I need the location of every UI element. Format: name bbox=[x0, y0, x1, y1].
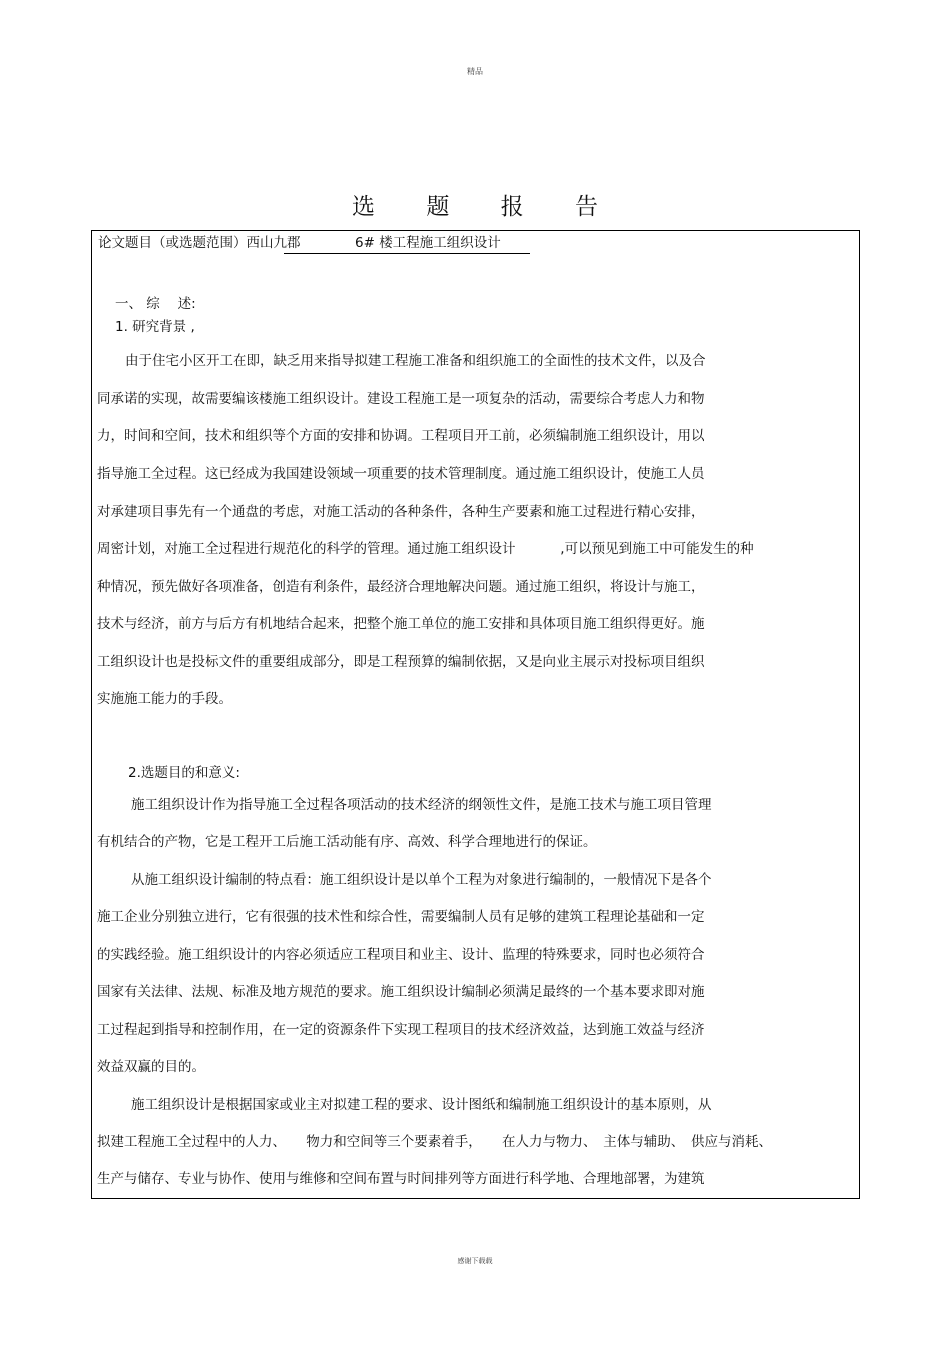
text-line: 拟建工程施工全过程中的人力、 物力和空间等三个要素着手， 在人力与物力、 主体与辅助、 供应与消耗、 bbox=[97, 1134, 772, 1150]
subheading-background: 1. 研究背景 , bbox=[115, 319, 195, 335]
text-line: 生产与储存、专业与协作、使用与维修和空间布置与时间排列等方面进行科学地、合理地部署，为建筑 bbox=[97, 1171, 705, 1187]
text-line: 有机结合的产物，它是工程开工后施工活动能有序、高效、科学合理地进行的保证。 bbox=[97, 834, 597, 850]
topic-underline bbox=[284, 253, 530, 254]
header-watermark: 精品 bbox=[467, 67, 483, 76]
text-line: 实施施工能力的手段。 bbox=[97, 691, 232, 707]
text-line: 国家有关法律、法规、标准及地方规范的要求。施工组织设计编制必须满足最终的一个基本要求即对施 bbox=[97, 984, 705, 1000]
text-line: 工过程起到指导和控制作用，在一定的资源条件下实现工程项目的技术经济效益，达到施工效益与经济 bbox=[97, 1022, 705, 1038]
report-frame bbox=[91, 230, 860, 1199]
page-title: 选 题 报 告 bbox=[352, 194, 620, 220]
footer-watermark: 感谢下载载 bbox=[457, 1257, 493, 1265]
text-line: 效益双赢的目的。 bbox=[97, 1059, 205, 1075]
topic-value: 6# 楼工程施工组织设计 bbox=[355, 235, 501, 251]
topic-label: 论文题目（或选题范围）西山九郡 bbox=[98, 235, 301, 251]
section-heading: 一、 综 述: bbox=[115, 296, 196, 312]
text-line: 同承诺的实现，故需要编该楼施工组织设计。建设工程施工是一项复杂的活动，需要综合考虑人力和物 bbox=[97, 391, 705, 407]
text-line: 力，时间和空间，技术和组织等个方面的安排和协调。工程项目开工前，必须编制施工组织设计，用以 bbox=[97, 428, 705, 444]
text-line: 施工组织设计作为指导施工全过程各项活动的技术经济的纲领性文件，是施工技术与施工项目管理 bbox=[131, 797, 712, 813]
subheading-purpose: 2.选题目的和意义: bbox=[128, 765, 240, 781]
text-line: 技术与经济，前方与后方有机地结合起来，把整个施工单位的施工安排和具体项目施工组织得更好。施 bbox=[97, 616, 705, 632]
text-line: 施工企业分别独立进行，它有很强的技术性和综合性，需要编制人员有足够的建筑工程理论基础和一定 bbox=[97, 909, 705, 925]
text-line: 的实践经验。施工组织设计的内容必须适应工程项目和业主、设计、监理的特殊要求，同时也必须符合 bbox=[97, 947, 705, 963]
text-line: 由于住宅小区开工在即，缺乏用来指导拟建工程施工准备和组织施工的全面性的技术文件，以及合 bbox=[125, 353, 706, 369]
text-line: 工组织设计也是投标文件的重要组成部分，即是工程预算的编制依据，又是向业主展示对投标项目组织 bbox=[97, 654, 705, 670]
text-line: 从施工组织设计编制的特点看：施工组织设计是以单个工程为对象进行编制的，一般情况下是各个 bbox=[131, 872, 712, 888]
text-line: 种情况，预先做好各项准备，创造有利条件，最经济合理地解决问题。通过施工组织，将设计与施工， bbox=[97, 579, 705, 595]
text-line: 指导施工全过程。这已经成为我国建设领域一项重要的技术管理制度。通过施工组织设计，使施工人员 bbox=[97, 466, 705, 482]
text-line: 周密计划，对施工全过程进行规范化的科学的管理。通过施工组织设计 ,可以预见到施工中可能发生的种 bbox=[97, 541, 754, 557]
text-line: 施工组织设计是根据国家或业主对拟建工程的要求、设计图纸和编制施工组织设计的基本原则，从 bbox=[131, 1097, 712, 1113]
text-line: 对承建项目事先有一个通盘的考虑，对施工活动的各种条件，各种生产要素和施工过程进行精心安排， bbox=[97, 504, 705, 520]
